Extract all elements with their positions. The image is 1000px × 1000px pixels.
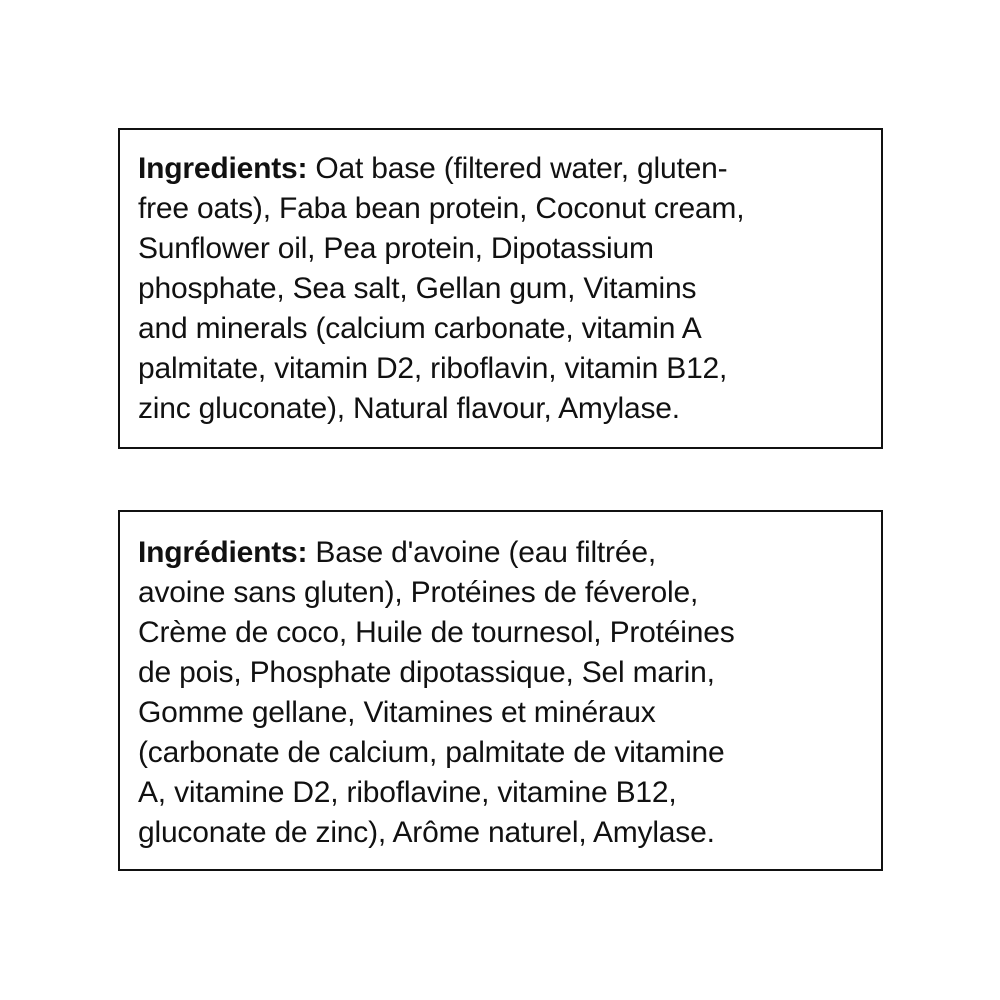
french-line-6: (carbonate de calcium, palmitate de vitamine <box>138 736 725 769</box>
english-line-7: zinc gluconate), Natural flavour, Amylase. <box>138 392 680 425</box>
french-line-4: de pois, Phosphate dipotassique, Sel marin, <box>138 656 715 689</box>
french-ingredients-heading: Ingrédients: <box>138 536 308 569</box>
english-line-4: phosphate, Sea salt, Gellan gum, Vitamins <box>138 272 697 305</box>
english-line-2: free oats), Faba bean protein, Coconut cream, <box>138 192 745 225</box>
english-line-6: palmitate, vitamin D2, riboflavin, vitamin B12, <box>138 352 728 385</box>
french-line-3: Crème de coco, Huile de tournesol, Protéines <box>138 616 735 649</box>
french-ingredients-text <box>138 512 867 853</box>
english-ingredients-heading: Ingredients: <box>138 152 308 185</box>
english-ingredients-box <box>118 128 883 449</box>
french-line-1 <box>138 533 867 573</box>
english-ingredients-text <box>138 130 867 429</box>
english-line-1-text: Oat base (filtered water, gluten- <box>307 152 728 185</box>
english-line-3: Sunflower oil, Pea protein, Dipotassium <box>138 232 654 265</box>
french-line-1-text: Base d'avoine (eau filtrée, <box>307 536 656 569</box>
french-ingredients-box <box>118 510 883 871</box>
french-line-2: avoine sans gluten), Protéines de féverole, <box>138 576 699 609</box>
french-line-8: gluconate de zinc), Arôme naturel, Amylase. <box>138 816 715 849</box>
french-line-7: A, vitamine D2, riboflavine, vitamine B12, <box>138 776 677 809</box>
french-line-5: Gomme gellane, Vitamines et minéraux <box>138 696 656 729</box>
english-line-5: and minerals (calcium carbonate, vitamin A <box>138 312 702 345</box>
english-line-1 <box>138 149 867 189</box>
